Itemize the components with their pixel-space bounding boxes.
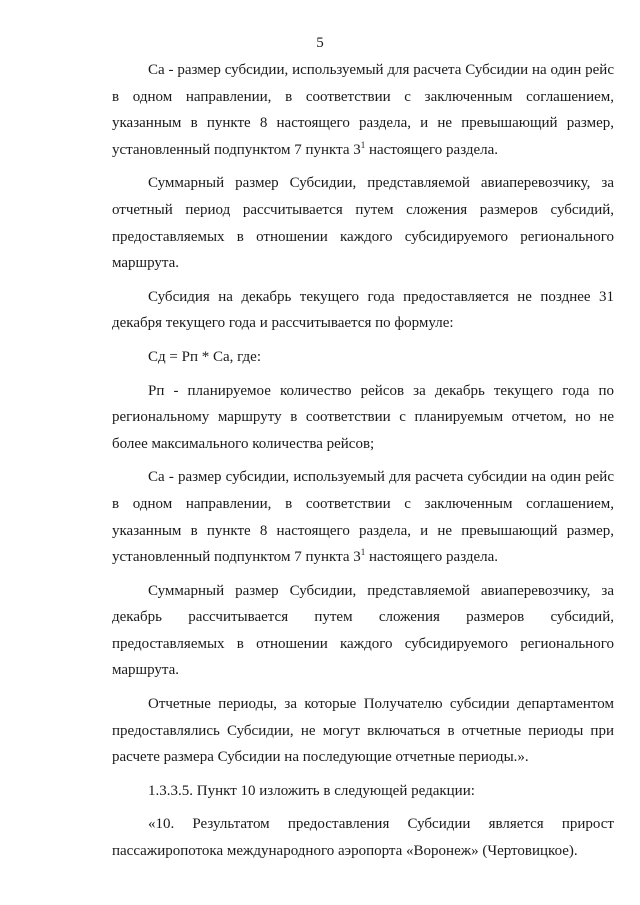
superscript-mark: 1 <box>360 547 366 558</box>
paragraph-result-clause: «10. Результатом предоставления Субсидии является прирост пассажиропотока международного аэропорта «Воронеж» (Чертовицкое). <box>112 816 614 860</box>
paragraph-text: Ca - размер субсидии, используемый для расчета субсидии на один рейс в одном направлении, в соответствии с заключенным соглашением, указанным в пункте 8 настоящего раздела, и не превышающий размер, установленный подпунктом 7 пункта 3 <box>112 469 614 566</box>
paragraph-reporting-periods: Отчетные периоды, за которые Получателю субсидии департаментом предоставлялись Субсидии, не могут включаться в отчетные периоды при расчете размера Субсидии на последующие отчетные периоды.». <box>112 696 614 766</box>
paragraph-tail: настоящего раздела. <box>365 549 499 566</box>
paragraph-formula: Cд = Рп * Ca, где: <box>148 348 261 365</box>
paragraph-tail: настоящего раздела. <box>365 141 499 158</box>
paragraph-ca-definition <box>112 57 614 163</box>
paragraph-text: Ca - размер субсидии, используемый для расчета Субсидии на один рейс в одном направлении, в соответствии с заключенным соглашением, указанным в пункте 8 настоящего раздела, и не превышающий размер, установленный подпунктом 7 пункта 3 <box>112 62 614 158</box>
paragraph-total-subsidy-period: Суммарный размер Субсидии, представляемой авиаперевозчику, за отчетный период рассчитывается путем сложения размеров субсидий, предоставляемых в отношении каждого субсидируемого регионального маршрута. <box>112 175 614 272</box>
superscript-mark: 1 <box>360 139 366 150</box>
paragraph-december-subsidy: Субсидия на декабрь текущего года предоставляется не позднее 31 декабря текущего года и рассчитывается по формуле: <box>112 288 614 332</box>
document-body <box>112 57 614 865</box>
page-number: 5 <box>316 35 324 51</box>
paragraph-total-subsidy-december: Суммарный размер Субсидии, представляемой авиаперевозчику, за декабрь рассчитывается путем сложения размеров субсидий, предоставляемых в отношении каждого субсидируемого регионального маршрута. <box>112 582 614 679</box>
paragraph-clause-amendment: 1.3.3.5. Пункт 10 изложить в следующей редакции: <box>148 782 475 799</box>
paragraph-rp-definition: Рп - планируемое количество рейсов за декабрь текущего года по региональному маршруту в соответствии с планируемым отчетом, но не более максимального количества рейсов; <box>112 382 614 452</box>
paragraph-ca-definition-december <box>112 464 614 570</box>
